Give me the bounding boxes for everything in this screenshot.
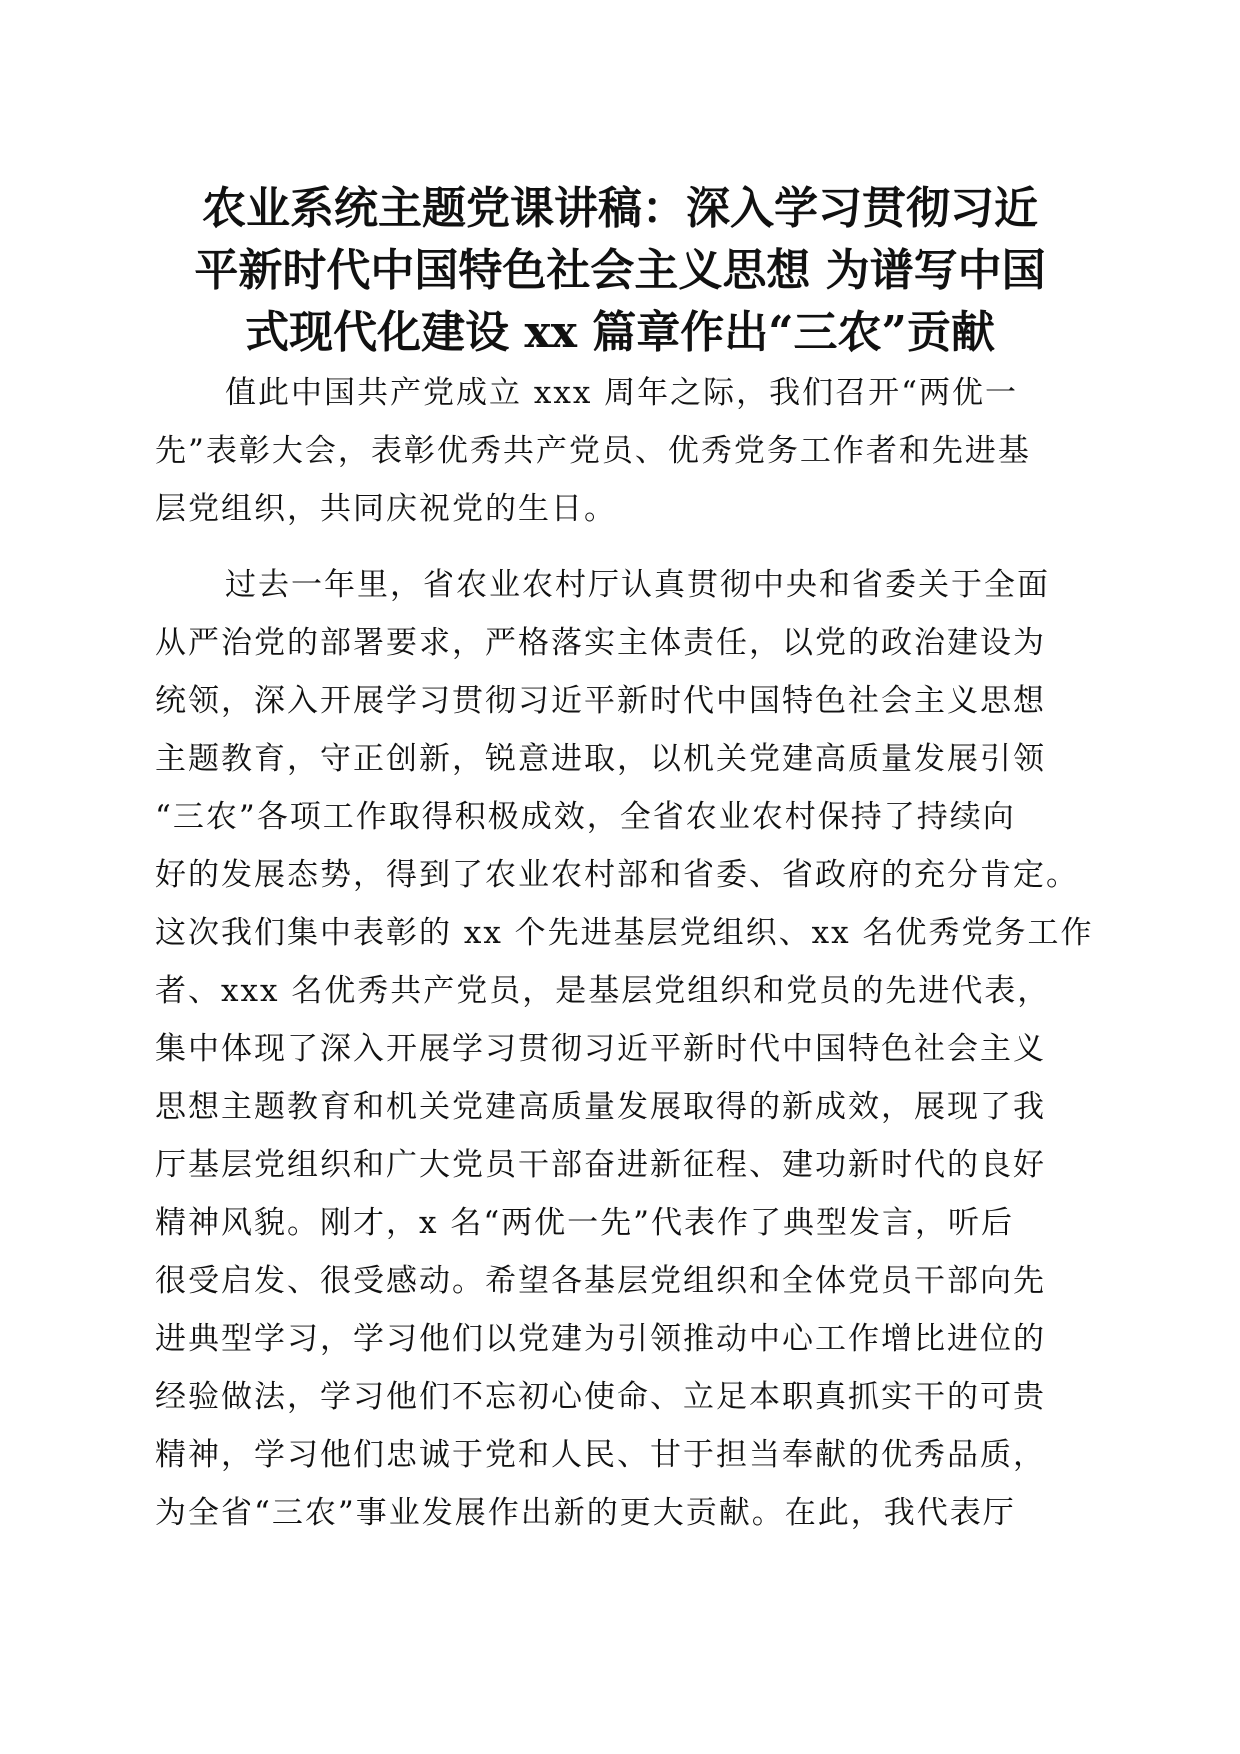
paragraph-line: 思想主题教育和机关党建高质量发展取得的新成效，展现了我: [155, 1089, 1046, 1125]
paragraph-opening: [155, 364, 1085, 538]
paragraph-line: 统领，深入开展学习贯彻习近平新时代中国特色社会主义思想: [155, 683, 1046, 719]
paragraph-line: 者、xxx 名优秀共产党员，是基层党组织和党员的先进代表，: [155, 973, 1051, 1009]
paragraph-line: “三农”各项工作取得积极成效，全省农业农村保持了持续向: [155, 799, 1016, 835]
paragraph-line: 经验做法，学习他们不忘初心使命、立足本职真抓实干的可贵: [155, 1379, 1046, 1415]
paragraph-line: 为全省“三农”事业发展作出新的更大贡献。在此，我代表厅: [155, 1495, 1016, 1531]
paragraph-line: 很受启发、很受感动。希望各基层党组织和全体党员干部向先: [155, 1263, 1046, 1299]
title-line: 农业系统主题党课讲稿：深入学习贯彻习近: [202, 183, 1038, 234]
paragraph-line: 主题教育，守正创新，锐意进取，以机关党建高质量发展引领: [155, 741, 1046, 777]
paragraph-line: 集中体现了深入开展学习贯彻习近平新时代中国特色社会主义: [155, 1031, 1046, 1067]
paragraph-review: [155, 556, 1094, 1542]
document-body: [155, 364, 1094, 1560]
paragraph-line: 从严治党的部署要求，严格落实主体责任，以党的政治建设为: [155, 625, 1046, 661]
paragraph-line: 这次我们集中表彰的 xx 个先进基层党组织、xx 名优秀党务工作: [155, 915, 1094, 951]
paragraph-line: 精神风貌。刚才，x 名“两优一先”代表作了典型发言，听后: [155, 1205, 1015, 1241]
paragraph-line: 先”表彰大会，表彰优秀共产党员、优秀党务工作者和先进基: [155, 433, 1031, 469]
paragraph-line: 精神，学习他们忠诚于党和人民、甘于担当奉献的优秀品质，: [155, 1437, 1046, 1473]
paragraph-line: 好的发展态势，得到了农业农村部和省委、省政府的充分肯定。: [155, 857, 1079, 893]
title-line: 式现代化建设 xx 篇章作出“三农”贡献: [245, 307, 995, 358]
title-line: 平新时代中国特色社会主义思想 为谱写中国: [194, 245, 1046, 296]
paragraph-line: 厅基层党组织和广大党员干部奋进新征程、建功新时代的良好: [155, 1147, 1046, 1183]
paragraph-line: 过去一年里，省农业农村厅认真贯彻中央和省委关于全面: [225, 567, 1050, 603]
paragraph-line: 值此中国共产党成立 xxx 周年之际，我们召开“两优一: [225, 375, 1019, 411]
paragraph-line: 层党组织，共同庆祝党的生日。: [155, 491, 617, 527]
document-title: [150, 178, 1090, 364]
paragraph-line: 进典型学习，学习他们以党建为引领推动中心工作增比进位的: [155, 1321, 1046, 1357]
